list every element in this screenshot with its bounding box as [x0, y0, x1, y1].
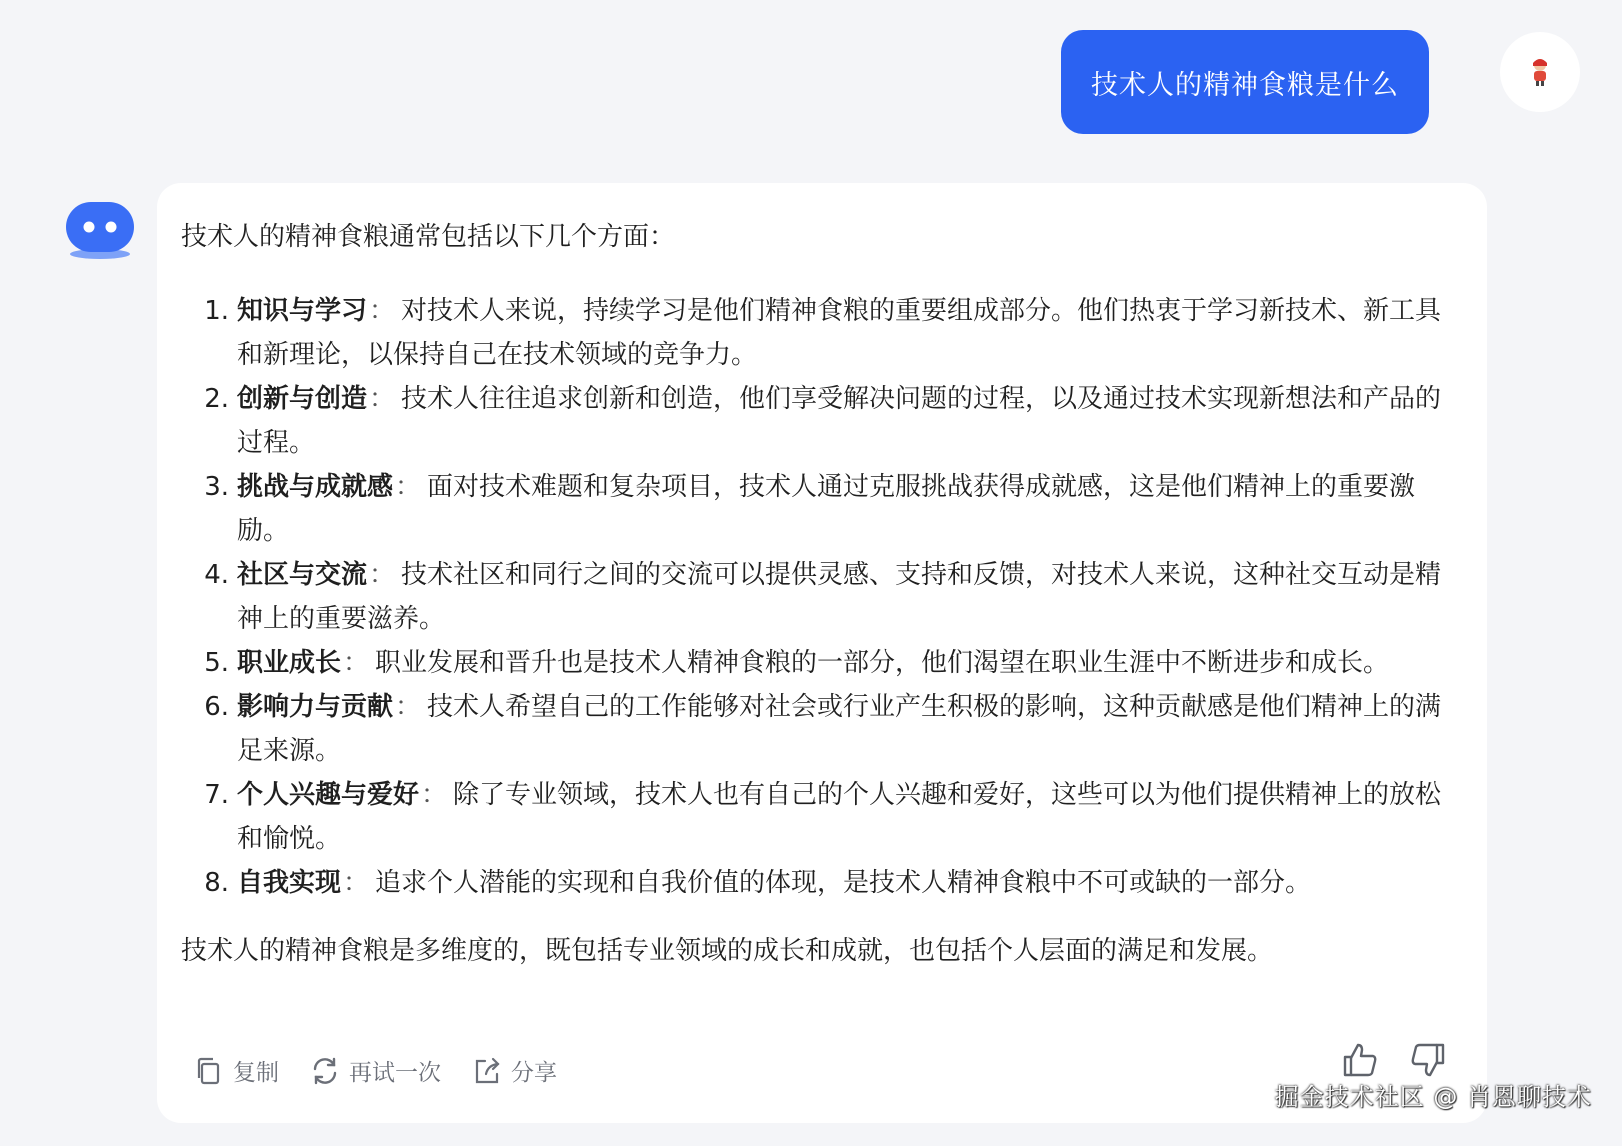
list-item-title: 影响力与贡献: [237, 692, 394, 722]
list-item: [181, 289, 1459, 377]
retry-label: 再试一次: [349, 1060, 441, 1086]
list-item: [181, 861, 1459, 905]
answer-actions: [193, 1054, 557, 1087]
user-message-text: 技术人的精神食粮是什么: [1091, 69, 1399, 101]
user-avatar[interactable]: [1500, 32, 1580, 112]
list-item-body: [237, 773, 1459, 861]
answer-conclusion: 技术人的精神食粮是多维度的，既包括专业领域的成长和成就，也包括个人层面的满足和发展。: [181, 936, 1274, 966]
list-item-text: 技术人往往追求创新和创造，他们享受解决问题的过程，以及通过技术实现新想法和产品的过程。: [237, 384, 1442, 458]
share-label: 分享: [511, 1060, 557, 1086]
list-item-title: 自我实现: [237, 868, 342, 898]
user-avatar-icon: [1527, 57, 1553, 87]
thumbs-down-icon[interactable]: [1409, 1041, 1447, 1079]
share-button[interactable]: [471, 1054, 557, 1087]
list-item-colon: ：: [343, 868, 370, 898]
list-item-number: 7.: [204, 780, 229, 810]
list-item-number: 5.: [204, 648, 229, 678]
list-item-text: 对技术人来说，持续学习是他们精神食粮的重要组成部分。他们热衷于学习新技术、新工具和新理论，以保持自己在技术领域的竞争力。: [237, 296, 1442, 370]
list-item-number: 3.: [204, 472, 229, 502]
retry-icon: [309, 1055, 341, 1087]
list-item: [181, 553, 1459, 641]
list-item-body: [237, 377, 1459, 465]
answer-points-list: [181, 289, 1459, 905]
list-item-number: 2.: [204, 384, 229, 414]
list-item-body: [237, 641, 1459, 685]
list-item-colon: ：: [395, 472, 422, 502]
thumbs-up-icon[interactable]: [1341, 1041, 1379, 1079]
list-item-text: 技术人希望自己的工作能够对社会或行业产生积极的影响，这种贡献感是他们精神上的满足来源。: [237, 692, 1442, 766]
list-item-title: 创新与创造: [237, 384, 368, 414]
copy-label: 复制: [233, 1060, 279, 1086]
list-item-colon: ：: [421, 780, 448, 810]
answer-card: [157, 183, 1487, 1123]
bot-avatar: [64, 200, 136, 262]
list-item: [181, 377, 1459, 465]
copy-icon: [193, 1055, 225, 1087]
list-item-title: 知识与学习: [237, 296, 368, 326]
list-item-text: 除了专业领域，技术人也有自己的个人兴趣和爱好，这些可以为他们提供精神上的放松和愉悦。: [237, 780, 1442, 854]
list-item-body: [237, 289, 1459, 377]
list-item-number: 4.: [204, 560, 229, 590]
list-item-body: [237, 861, 1459, 905]
feedback-buttons: [1341, 1041, 1447, 1079]
answer-intro: 技术人的精神食粮通常包括以下几个方面：: [181, 222, 676, 252]
list-item: [181, 685, 1459, 773]
list-item-text: 技术社区和同行之间的交流可以提供灵感、支持和反馈，对技术人来说，这种社交互动是精神上的重要滋养。: [237, 560, 1442, 634]
watermark: 掘金技术社区 @ 肖恩聊技术: [1274, 1083, 1592, 1111]
list-item-colon: ：: [369, 384, 396, 414]
list-item: [181, 773, 1459, 861]
list-item-body: [237, 685, 1459, 773]
list-item-body: [237, 553, 1459, 641]
user-message-bubble: [1061, 30, 1429, 134]
list-item-title: 个人兴趣与爱好: [237, 780, 420, 810]
list-item-colon: ：: [369, 560, 396, 590]
list-item: [181, 641, 1459, 685]
bot-avatar-icon: [64, 200, 136, 262]
list-item: [181, 465, 1459, 553]
list-item-colon: ：: [369, 296, 396, 326]
list-item-text: 职业发展和晋升也是技术人精神食粮的一部分，他们渴望在职业生涯中不断进步和成长。: [375, 648, 1390, 678]
list-item-number: 8.: [204, 868, 229, 898]
list-item-number: 6.: [204, 692, 229, 722]
share-icon: [471, 1055, 503, 1087]
list-item-body: [237, 465, 1459, 553]
list-item-colon: ：: [395, 692, 422, 722]
list-item-title: 社区与交流: [237, 560, 368, 590]
list-item-colon: ：: [343, 648, 370, 678]
list-item-text: 面对技术难题和复杂项目，技术人通过克服挑战获得成就感，这是他们精神上的重要激励。: [237, 472, 1416, 546]
list-item-title: 挑战与成就感: [237, 472, 394, 502]
list-item-text: 追求个人潜能的实现和自我价值的体现，是技术人精神食粮中不可或缺的一部分。: [375, 868, 1312, 898]
copy-button[interactable]: [193, 1054, 279, 1087]
list-item-title: 职业成长: [237, 648, 342, 678]
retry-button[interactable]: [309, 1054, 441, 1087]
list-item-number: 1.: [204, 296, 229, 326]
